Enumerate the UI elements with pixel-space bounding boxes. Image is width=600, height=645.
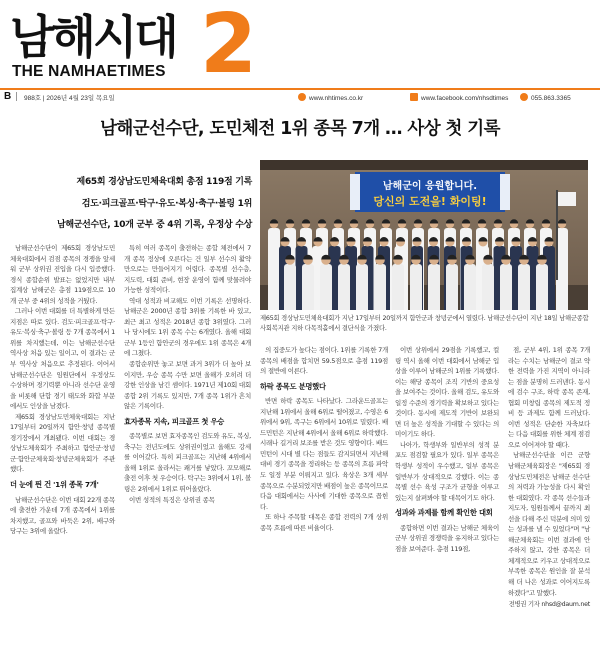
person-body xyxy=(338,264,350,310)
person-body xyxy=(446,264,458,310)
paragraph: 의 집중도가 높다는 점이다. 1위를 기록한 7개 종목의 배점을 합치면 59.5점으로 총점 119점의 절반에 이른다. xyxy=(260,346,388,376)
byline: 전병권 기자 nhsd@daum.net xyxy=(508,601,590,609)
paragraph: 이번 상위에서 29점을 기록했고, 컬링 역시 올해 이번 대회에서 남해군 입상을 이루어 남해군의 1위를 기록했다. 이는 해당 종목이 조직 기반의 중요성을 보여주는 것이다. 올해 검도, 유도와 일정 수준의 경기력을 확보하고 있다는 것이다. 동시에 제도적 기반이 보완되면 더 높은 성적을 기대할 수 있다는 의미이기도 하다. xyxy=(395,346,499,439)
body-column-4 xyxy=(395,345,499,554)
section-heading: 더 눈에 띈 건 '1위 종목 7개' xyxy=(10,480,99,490)
person-body xyxy=(302,264,314,310)
paragraph: 또 하나 주목할 대목은 종합 전력의 7개 상위 종목 흐름에 따른 비율이다. xyxy=(260,513,388,532)
section-heading: 하락 종목도 분명했다 xyxy=(260,381,326,391)
person-body xyxy=(410,264,422,310)
globe-icon xyxy=(298,93,306,101)
paragraph: 나아가, 학생부와 일반부의 성적 분포도 점검할 필요가 있다. 일부 종목은 학생부 성적이 우수했고, 일부 종목은 일반부가 상대적으로 강했다. 이는 종목별 선수 육성 구조가 균형을 이루고 있는지 살펴봐야 할 대목이기도 하다. xyxy=(395,440,499,502)
body-column-1 xyxy=(10,243,115,537)
person-body xyxy=(464,264,476,310)
paragraph: 특히 여러 종목이 출전하는 종합 체전에서 7개 종목 정상에 오른다는 건 일부 선수의 활약만으로는 만들어지기 어렵다. 종목별 선수층, 지도력, 대회 준비, 현장 운영이 함께 맞물려야 가능한 성적이다. xyxy=(124,244,251,295)
section-letter: B xyxy=(4,91,12,102)
paragraph: 남해군선수단은 이번 대회 22개 종목에 출전한 가운데 7개 종목에서 1위를 차지했고, 골프와 바둑은 2위, 배구와 당구는 3위에 올랐다. xyxy=(10,495,115,536)
logo-korean: 남해시대 xyxy=(10,10,176,64)
paragraph: 남해군선수단이 제65회 경상남도민체육대회에서 검점 종목의 경쟁을 앞세워 군부 상위권 진입을 다시 입증했다. 경식 종합순위 발표는 없었지만 내부 집계상 남해군은 총점 119점으로 10개 군부 중 4위의 성적을 거뒀다. xyxy=(10,244,115,305)
paragraph: 역대 성적과 비교해도 이번 기록은 선명하다. 남해군은 2000년 종합 3위를 기록한 바 있고, 최근 최고 성적은 2018년 종합 3위였다. 그러나 당시에도 1위 종목 수는 6개였다. 올해 대회 군부 1등인 함안군의 경우에도 1위 종목은 4개에 그쳤다. xyxy=(124,296,251,358)
website-text: www.nhtimes.co.kr xyxy=(309,95,364,102)
person-body xyxy=(284,264,296,310)
logo-english: THE NAMHAETIMES xyxy=(12,63,166,80)
facebook-link[interactable] xyxy=(410,93,508,102)
divider xyxy=(16,92,17,101)
section-heading: 효자종목 지속, 피크골프 첫 우승 xyxy=(124,416,225,426)
person-body xyxy=(374,264,386,310)
website-link[interactable] xyxy=(298,93,363,102)
person-body xyxy=(268,228,280,310)
section-heading: 성과와 과제를 함께 확인한 대회 xyxy=(395,508,493,518)
person-body xyxy=(482,264,494,310)
facebook-icon xyxy=(410,93,418,101)
headline: 남해군선수단, 도민체전 1위 종목 7개 … 사상 첫 기록 xyxy=(100,119,500,139)
phone-number xyxy=(520,93,571,102)
paragraph: 그러나 이번 대회를 더 특별하게 만든 지점은 따로 있다. 검도·피크골프·탁구·유도·복싱·축구·볼링 등 7개 종목에서 1위를 차지했는데, 이는 남해군선수단 역사상 처음 있는 일이고, 이 결과는 군부 역사상 처음으로 추정된다. 이어서 남해군선수단은 임원단에서 우정상도 수상하며 경기력뿐 아니라 선수단 운영을 비롯해 단합 경기 태도와 화합 부문에서도 인상을 남겼다. xyxy=(10,307,115,411)
person-body xyxy=(320,264,332,310)
group-photo xyxy=(260,160,588,310)
person-body xyxy=(536,264,548,310)
paragraph: 종합순위만 놓고 보면 과거 3위가 더 높아 보이지만, 우승 종목 수만 보면 올해가 오히려 더 강한 인상을 남긴 셈이다. 1971년 제10회 대회 종합 2위 기록도 있지만, 7개 종목 1위가 흔치 않은 기록이다. xyxy=(124,360,251,411)
subheadline-2: 검도·피크골프·탁구·유도·복싱·축구·볼링 1위 xyxy=(81,199,252,209)
body-column-2 xyxy=(124,243,251,505)
banner-line-2: 당신의 도전을! 화이팅! xyxy=(373,195,487,208)
photo-caption: 제65회 경상남도민체육대회가 지난 17일부터 20일까지 함안군과 창녕군에서 열렸다. 남해군선수단이 지난 18일 남해군종합사회복지관 지하 다목적홀에서 결단식을 가졌다. xyxy=(260,315,589,332)
paragraph: 남해군선수단을 이끈 군향 남해군체육회장은 "제65회 경상남도민체전은 남해군 선수단의 저력과 가능성을 다시 확인한 대회였다. 각 종목 선수들과 지도자, 임원들께서 끝까지 최선을 다해 주신 덕분에 의미 있는 성과를 낼 수 있었다"며 "남해군체육회는 이번 결과에 안주하지 않고, 강한 종목은 더 체계적으로 키우고 상대적으로 부족한 종목은 원인을 잘 분석해 더 나은 성과로 이어지도록 하겠다"고 말했다. xyxy=(508,451,591,597)
person-body xyxy=(518,264,530,310)
masthead xyxy=(0,0,600,92)
paragraph: 제65회 경상남도민체육대회는 지난 17일부터 20일까지 함안·창녕 종목별 경기장에서 개최됐다. 이번 대회는 경상남도체육회가 주최하고 함안군·창녕군·함안군체육회·창녕군체육회가 주관했다. xyxy=(10,412,115,474)
subheadline-3: 남해군선수단, 10개 군부 중 4위 기록, 우정상 수상 xyxy=(56,220,252,230)
banner-line-1: 남해군이 응원합니다. xyxy=(382,181,478,192)
person-body xyxy=(500,264,512,310)
paragraph: 반면 하락 종목도 나타났다. 그라운드골프는 지난해 1위에서 올해 6위로 떨어졌고, 수영은 6위에서 9위, 족구는 6위에서 10위로 밀렸다. 배드민턴은 지난해 4위에서 올해 6위로 하락했다. 시래나 길거리 보조를 받은 것도 영향이다. 배드민턴이 시대 별 다는 점들도 감지되면서 지난해 대비 경기 종목을 정리하는 등 종목의 흐름 파악도 일정 부분 이뤄지고 있다. 육상은 3개 세부 종목으로 수분되었지만 배점이 높은 종목이므로 다음 대회에서는 사사에 기대한 종목으로 꼽힌다. xyxy=(260,397,388,511)
body-column-3 xyxy=(260,345,388,533)
group-photo-illustration xyxy=(260,160,588,310)
subheadline-1: 제65회 경상남도민체육대회 총점 119점 기록 xyxy=(76,177,252,187)
paragraph: 이번 성적의 특징은 상위권 종목 xyxy=(129,495,215,504)
paragraph: 종목별로 보면 효자종목인 검도와 유도, 복싱, 축구는 전년도에도 상위권이었고 올해도 강세를 이어갔다. 특히 피크골프는 지난해 4위에서 올해 1위로 올라서는 쾌거를 낳았다. 꼬모해로 출전 이후 첫 우승이다. 탁구는 3위에서 1위, 볼링은 2위에서 1위로 뛰어올랐다. xyxy=(124,432,251,494)
issue-date: 988호 | 2026년 4월 23일 목요일 xyxy=(24,95,115,102)
paragraph: 점, 군부 4위, 1위 종목 7개라는 수치는 남해군이 결코 약한 전력을 가진 지역이 아니라는 점을 분명히 드러낸다. 동시에 검수 구조, 하락 종목 존재, 협회 미창립 종목의 제도적 정비 등 과제도 함께 드러났다. 이번 성적은 단순한 자축보다는 다음 대회를 위한 체계 점검으로 이어져야 할 때다. xyxy=(508,346,590,449)
facebook-text: www.facebook.com/nhsdtimes xyxy=(421,95,509,102)
info-bar xyxy=(0,88,600,103)
body-column-5 xyxy=(508,345,590,611)
person-body xyxy=(392,264,404,310)
logo-number: 2 xyxy=(200,0,258,92)
phone-icon xyxy=(520,93,528,101)
paragraph: 종합하면 이번 결과는 남해군 체육이 군부 상위권 경쟁력을 유지하고 있다는 점을 보여준다. 총점 119점, xyxy=(395,523,499,553)
person-body xyxy=(428,264,440,310)
phone-text: 055.863.3365 xyxy=(531,95,571,102)
person-body xyxy=(356,264,368,310)
